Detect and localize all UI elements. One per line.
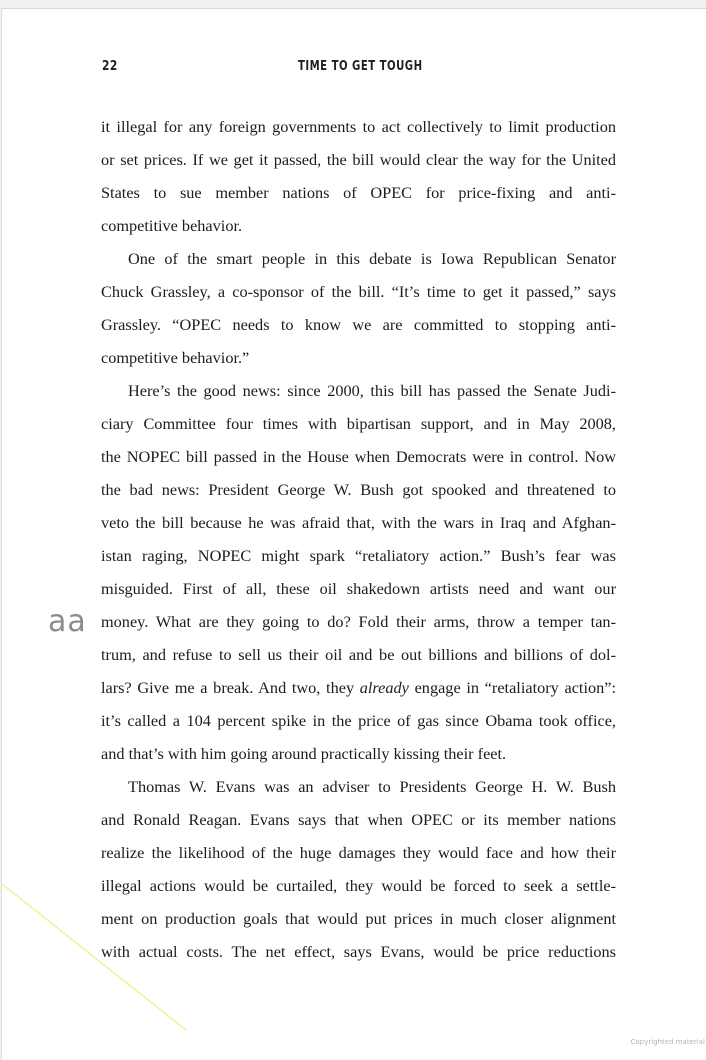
text-line: illegal actions would be curtailed, they would be forced to seek a settle- (101, 876, 616, 895)
text-line: trum, and refuse to sell us their oil and be out billions and billions of dol- (101, 645, 616, 664)
copyright-notice: Copyrighted material (630, 1038, 705, 1046)
text-line: and that’s with him going around practically kissing their feet. (101, 744, 507, 763)
text-line: Chuck Grassley, a co-sponsor of the bill. “It’s time to get it passed,” says (101, 282, 616, 301)
text-segment: engage in “retaliatory action”: (408, 678, 616, 697)
text-line: realize the likelihood of the huge damages they would face and how their (101, 843, 616, 862)
text-line: the bad news: President George W. Bush got spooked and threatened to (101, 480, 616, 499)
text-line: competitive behavior.” (101, 348, 250, 367)
highlight-stroke-line (2, 884, 186, 1030)
book-page (1, 8, 706, 1060)
text-segment: lars? Give me a break. And two, they (101, 678, 360, 697)
highlight-stroke (2, 9, 202, 1060)
text-line: or set prices. If we get it passed, the bill would clear the way for the United (101, 150, 616, 169)
text-line: with actual costs. The net effect, says Evans, would be price reductions (101, 942, 616, 961)
page-number: 22 (102, 59, 118, 74)
text-line: competitive behavior. (101, 216, 243, 235)
text-line: it’s called a 104 percent spike in the price of gas since Obama took office, (101, 711, 616, 730)
text-line: ciary Committee four times with bipartisan support, and in May 2008, (101, 414, 616, 433)
text-line: Grassley. “OPEC needs to know we are committed to stopping anti- (101, 315, 616, 334)
text-line: money. What are they going to do? Fold their arms, throw a temper tan- (101, 612, 616, 631)
text-line: it illegal for any foreign governments to act collectively to limit production (101, 117, 616, 136)
text-line: the NOPEC bill passed in the House when Democrats were in control. Now (101, 447, 616, 466)
text-line: misguided. First of all, these oil shakedown artists need and want our (101, 579, 616, 598)
text-line: States to sue member nations of OPEC for price-fixing and anti- (101, 183, 616, 202)
paragraph-start-line: Here’s the good news: since 2000, this bill has passed the Senate Judi- (128, 381, 616, 400)
font-size-label[interactable]: aa (48, 604, 87, 639)
book-title: TIME TO GET TOUGH (298, 59, 423, 74)
paragraph-start-line: Thomas W. Evans was an adviser to Presidents George H. W. Bush (128, 777, 616, 796)
text-line: istan raging, NOPEC might spark “retaliatory action.” Bush’s fear was (101, 546, 616, 565)
text-line: and Ronald Reagan. Evans says that when OPEC or its member nations (101, 810, 616, 829)
italic-text: already (359, 678, 409, 697)
paragraph-start-line: One of the smart people in this debate is Iowa Republican Senator (128, 249, 616, 268)
text-line: veto the bill because he was afraid that, with the wars in Iraq and Afghan- (101, 513, 616, 532)
text-line: ment on production goals that would put prices in much closer alignment (101, 909, 616, 928)
